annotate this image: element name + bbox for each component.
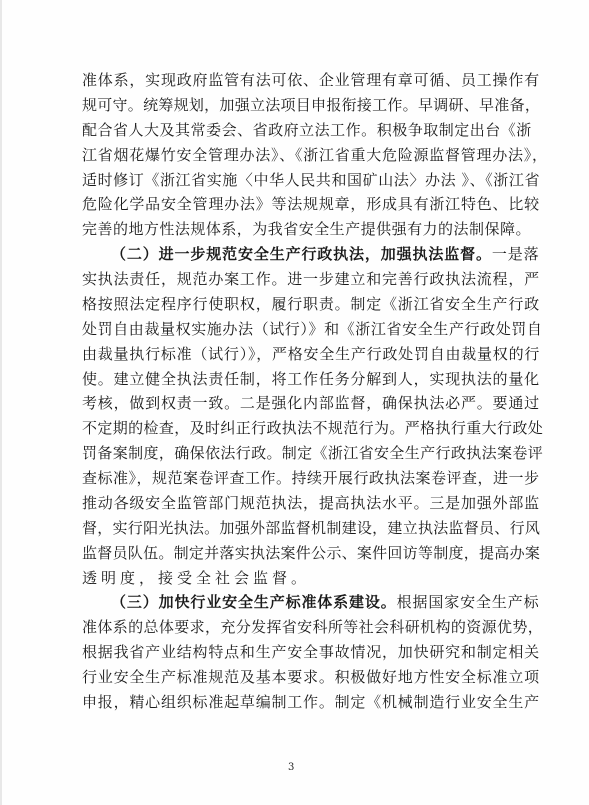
line-text: 配合省人大及其常委会、省政府立法工作。积极争取制定出台《浙 (82, 121, 532, 139)
line-text: 一是落 (491, 245, 540, 263)
body-text-line (82, 568, 310, 588)
line-text: 督，实行阳光执法。加强外部监督机制建设，建立执法监督员、行风 (82, 519, 541, 537)
line-text: 实执法责任，规范办案工作。进一步建立和完善行政执法流程，严 (82, 270, 540, 288)
body-text-line (82, 344, 540, 364)
line-text: 处罚自由裁量权实施办法（试行）》和《浙江省安全生产行政处罚自 (82, 320, 543, 338)
body-text-line (82, 692, 540, 712)
body-text-line (82, 369, 540, 389)
line-text: 规可守。统筹规划，加强立法项目申报衔接工作。早调研、早准备， (82, 96, 541, 114)
body-text-line (82, 95, 540, 115)
line-text: 根据我省产业结构特点和生产安全事故情况，加快研究和制定相关 (82, 643, 540, 661)
line-text: 不定期的检查，及时纠正行政执法不规范行为。严格执行重大行政处 (82, 419, 544, 437)
body-text-line (82, 443, 543, 463)
line-text: 准体系的总体要求，充分发挥省安科所等社会科研机构的资源优势， (82, 618, 544, 636)
line-text: 危险化学品安全管理办法》等法规规章，形成具有浙江特色、比较 (82, 195, 540, 213)
line-text: 由裁量执行标准（试行）》，严格安全生产行政处罚自由裁量权的行 (82, 345, 541, 363)
body-text-line (82, 468, 540, 488)
body-text-line (82, 617, 543, 637)
line-text: 推动各级安全监管部门规范执法，提高执法水平。三是加强外部监 (82, 494, 540, 512)
body-text-line (82, 194, 540, 214)
line-text: 监督员队伍。制定并落实执法案件公示、案件回访等制度，提高办案 (82, 544, 541, 562)
scan-edge (0, 0, 2, 805)
page-number: 3 (288, 762, 295, 773)
line-text: 根据国家安全生产标 (396, 593, 540, 611)
body-text-line (82, 393, 540, 413)
body-text-line (82, 642, 540, 662)
line-text: 行业安全生产标准规范及基本要求。积极做好地方性安全标准立项 (82, 668, 540, 686)
line-text: 透明度，接受全社会监督。 (82, 569, 311, 587)
line-text: 适时修订《浙江省实施〈中华人民共和国矿山法〉办法 》、《浙江省 (82, 171, 541, 189)
body-text-line (82, 145, 548, 165)
line-text: 格按照法定程序行使职权，履行职责。制定《浙江省安全生产行政 (82, 295, 540, 313)
line-text: 使。建立健全执法责任制，将工作任务分解到人，实现执法的量化 (82, 370, 540, 388)
body-text-line (82, 319, 543, 339)
section-heading: （三）加快行业安全生产标准体系建设。 (111, 593, 397, 611)
body-text-line (82, 170, 540, 190)
line-text: 完善的地方性法规体系，为我省安全生产提供强有力的法制保障。 (82, 220, 531, 238)
line-text: 罚备案制度，确保依法行政。制定《浙江省安全生产行政执法案卷评 (82, 444, 544, 462)
line-text: 考核，做到权责一致。二是强化内部监督，确保执法必严。要通过 (82, 394, 540, 412)
body-text-line (82, 219, 531, 239)
line-text: 申报，精心组织标准起草编制工作。制定《机械制造行业安全生产 (82, 693, 540, 711)
body-text-line (82, 518, 540, 538)
section-heading-line (111, 244, 540, 264)
body-text-line (82, 269, 540, 289)
line-text: 准体系，实现政府监管有法可依、企业管理有章可循、员工操作有 (82, 71, 540, 89)
body-text-line (82, 667, 540, 687)
body-text-line (82, 418, 543, 438)
body-text-line (82, 70, 540, 90)
body-text-line (82, 493, 540, 513)
line-text: 江省烟花爆竹安全管理办法》、《浙江省重大危险源监督管理办法》， (82, 146, 548, 164)
section-heading-line (111, 592, 540, 612)
body-text-line (82, 543, 540, 563)
body-text-line (82, 120, 532, 140)
line-text: 查标准》，规范案卷评查工作。持续开展行政执法案卷评查，进一步 (82, 469, 540, 487)
section-heading: （二）进一步规范安全生产行政执法，加强执法监督。 (111, 245, 492, 263)
body-text-line (82, 294, 540, 314)
